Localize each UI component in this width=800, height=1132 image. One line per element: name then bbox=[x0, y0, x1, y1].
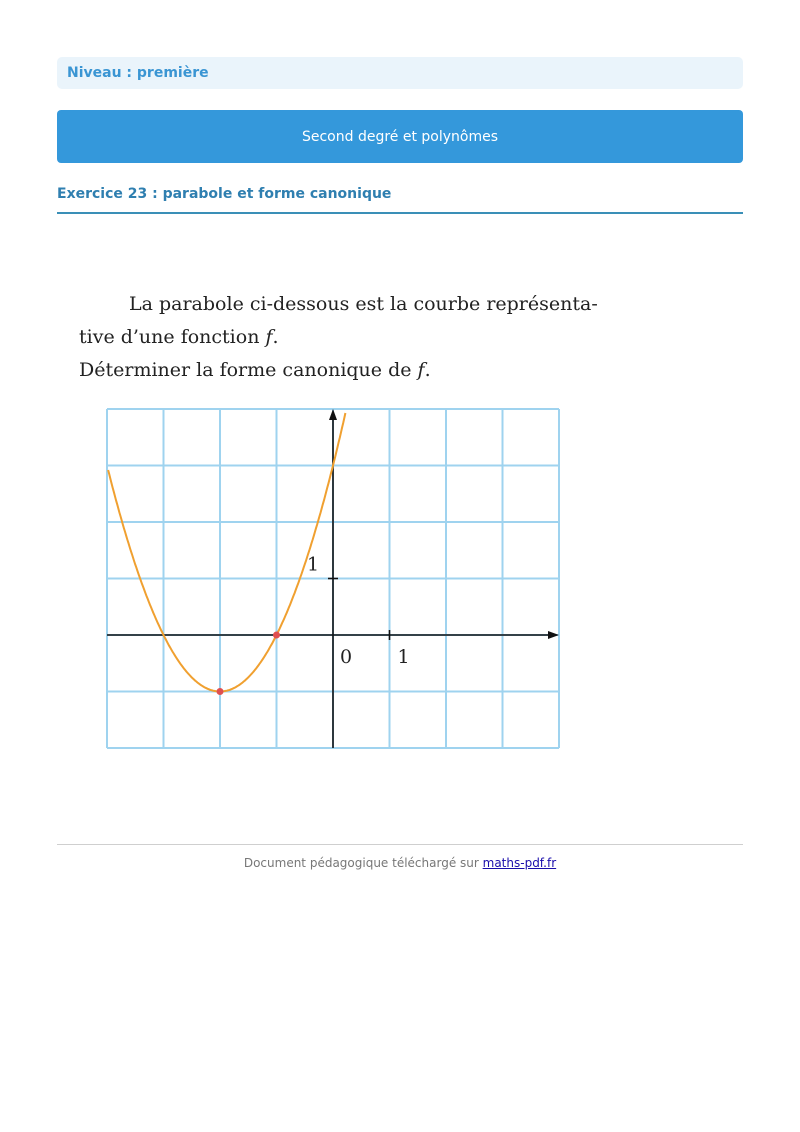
x-axis-arrow bbox=[548, 631, 559, 639]
statement-punct-3: . bbox=[424, 359, 431, 381]
exercise-title: Exercice 23 : parabole et forme canonique bbox=[57, 186, 743, 214]
y-unit-label: 1 bbox=[307, 553, 320, 576]
footer-divider bbox=[57, 844, 743, 845]
footer-text: Document pédagogique téléchargé sur bbox=[243, 856, 483, 870]
y-axis-arrow bbox=[329, 409, 337, 420]
marked-point bbox=[273, 632, 280, 639]
marked-point bbox=[217, 688, 224, 695]
statement-text-2: tive d’une fonction bbox=[79, 326, 266, 348]
statement-punct-2: . bbox=[272, 326, 279, 348]
footer-link[interactable]: maths-pdf.fr bbox=[482, 856, 557, 870]
function-symbol: f bbox=[265, 326, 273, 348]
x-unit-label: 1 bbox=[397, 646, 410, 668]
parabola-curve bbox=[108, 413, 345, 692]
origin-label: 0 bbox=[340, 646, 353, 668]
footer bbox=[57, 856, 743, 870]
level-label: Niveau : première bbox=[67, 65, 209, 81]
statement-text-1: La parabole ci-dessous est la courbe représenta- bbox=[129, 293, 598, 315]
chapter-title: Second degré et polynômes bbox=[301, 128, 499, 145]
function-symbol: f bbox=[417, 359, 425, 381]
marked-points bbox=[217, 632, 281, 696]
statement-text-3: Déterminer la forme canonique de bbox=[79, 359, 418, 381]
